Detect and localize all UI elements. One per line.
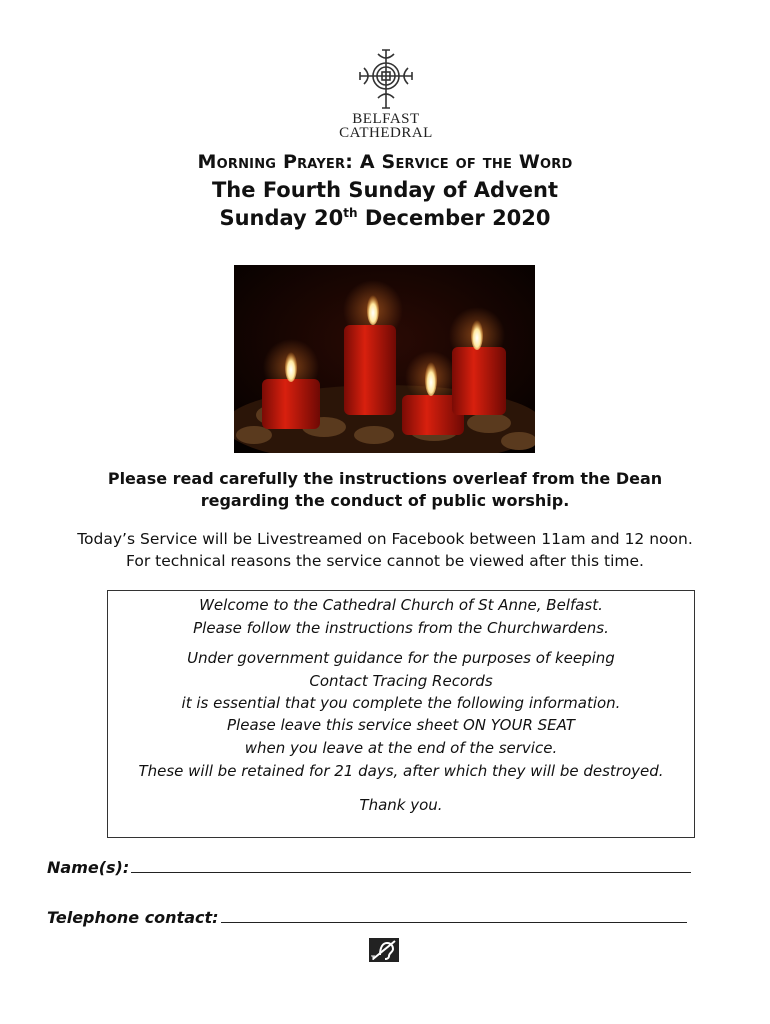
logo-line-2: CATHEDRAL — [339, 125, 433, 141]
svg-text:T: T — [371, 955, 376, 962]
livestream-line-1: Today’s Service will be Livestreamed on Facebook between 11am and 12 noon. — [77, 530, 693, 548]
dean-notice — [40, 468, 730, 512]
name-field[interactable] — [47, 858, 691, 877]
date-superscript: th — [343, 206, 358, 220]
welcome-line: These will be retained for 21 days, after which they will be destroyed. — [138, 762, 664, 780]
date-prefix: Sunday 20 — [219, 206, 344, 230]
welcome-box — [107, 590, 695, 838]
name-line[interactable] — [131, 871, 691, 873]
advent-candles-image — [234, 265, 535, 453]
welcome-line: Thank you. — [359, 796, 443, 814]
welcome-line: when you leave at the end of the service. — [244, 739, 558, 757]
welcome-line: Under government guidance for the purposes of keeping — [187, 649, 615, 667]
phone-label: Telephone contact: — [47, 908, 219, 927]
welcome-line: Please follow the instructions from the Churchwardens. — [193, 619, 609, 637]
welcome-line: it is essential that you complete the following information. — [181, 694, 621, 712]
date-suffix: December 2020 — [357, 206, 551, 230]
livestream-line-2: For technical reasons the service cannot be viewed after this time. — [126, 552, 644, 570]
logo-text — [339, 112, 433, 140]
celtic-cross-icon — [356, 48, 416, 110]
service-title: Morning Prayer: A Service of the Word — [197, 151, 573, 173]
dean-notice-line-1: Please read carefully the instructions overleaf from the Dean — [107, 469, 663, 488]
cathedral-logo — [336, 48, 436, 144]
name-label: Name(s): — [47, 858, 130, 877]
service-date — [0, 206, 770, 230]
phone-field[interactable] — [47, 908, 687, 927]
phone-line[interactable] — [221, 921, 687, 923]
welcome-line: Welcome to the Cathedral Church of St Anne, Belfast. — [199, 596, 603, 614]
livestream-notice — [20, 528, 750, 572]
logo-line-1: BELFAST — [352, 111, 420, 127]
welcome-line: Please leave this service sheet ON YOUR SEAT — [227, 716, 575, 734]
dean-notice-line-2: regarding the conduct of public worship. — [200, 491, 570, 510]
welcome-line: Contact Tracing Records — [309, 672, 493, 690]
hearing-loop-icon — [369, 938, 399, 962]
service-subtitle: The Fourth Sunday of Advent — [211, 178, 559, 202]
